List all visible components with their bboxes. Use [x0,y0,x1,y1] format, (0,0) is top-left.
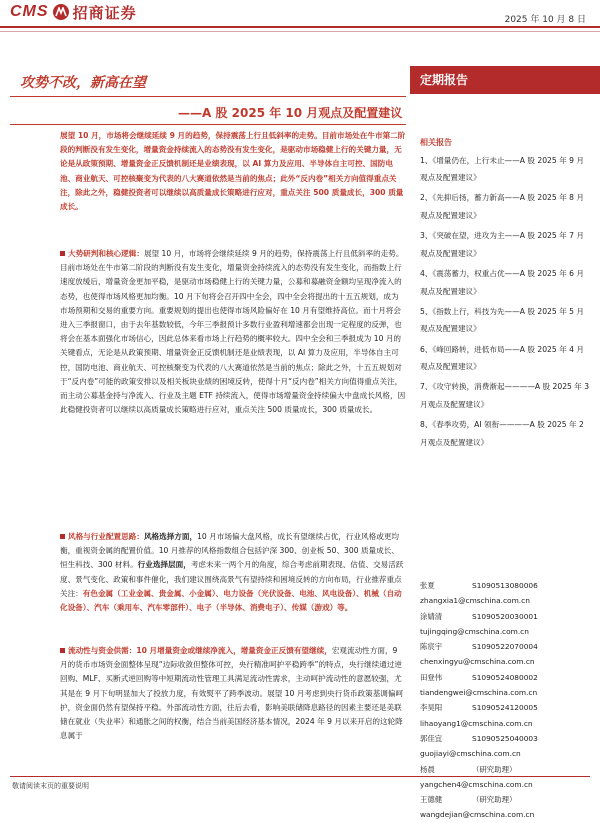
footer-note: 敬请阅读末页的重要说明 [12,782,89,790]
analyst-email[interactable]: lihaoyang1@cmschina.com.cn [420,718,533,728]
related-report-link[interactable]: 4、《震荡蓄力，权重占优——A 股 2025 年 6 月观点及配置建议》 [420,268,584,296]
report-subtitle: ——A 股 2025 年 10 月观点及配置建议 [178,106,403,120]
related-reports-heading: 相关报告 [420,138,452,147]
industry-list: 有色金属（工业金属、贵金属、小金属）、电力设备（光伏设备、电池、风电设备）、机械（自动化设备）、汽车（乘用车、汽车零部件）、电子（半导体、消费电子）、传媒（游戏）等。 [60,588,402,613]
analyst-row [420,609,590,624]
analyst-name: 张夏 [420,581,435,590]
section-liquidity [60,644,406,743]
analyst-name: 李昊阳 [420,703,443,713]
analyst-id: S1090524080002 [472,672,538,682]
analyst-name: 涂婧清 [420,611,443,621]
related-report-link[interactable]: 6、《峰回路转，进低布局——A 股 2025 年 4 月观点及配置建议》 [420,344,584,372]
section-style-industry [60,530,406,615]
related-report-link[interactable]: 1、《增量仍在，上行未止——A 股 2025 年 9 月观点及配置建议》 [420,155,584,183]
related-report-link[interactable]: 7、《攻守转换，消费渐起————A 股 2025 年 3 月观点及配置建议》 [420,382,590,409]
section-heading: 风格与行业配置思路： [68,532,144,541]
related-report-link[interactable]: 5、《指数上行，科技为先——A 股 2025 年 5 月观点及配置建议》 [420,306,584,334]
section-heading: 大势研判和核心逻辑： [68,249,144,258]
section-market-outlook [60,247,406,417]
analyst-email[interactable]: tiandengwei@cmschina.com.cn [420,688,538,698]
header-divider-thin [0,31,600,32]
section-heading: 流动性与资金供需： [68,646,137,655]
report-date: 2025 年 10 月 8 日 [504,15,586,25]
style-subheading: 风格选择方面， [143,532,198,541]
style-body: 10 月市场偏大盘风格，成长有望继续占优，行业风格或更均衡，重视资金属的配置价值。10 月推荐的风格指数组合包括沪深 300、创业板 50、300 质量成长、恒生科技、300 材料。 [60,532,400,570]
related-reports [420,134,590,454]
analyst-email[interactable]: zhangxia1@cmschina.com.cn [420,596,530,606]
bullet-icon [60,648,65,653]
analyst-name: 郭佳宜 [420,733,443,743]
analyst-email[interactable]: tujingqing@cmschina.com.cn [420,626,529,636]
analyst-id: S1090522070004 [472,642,538,652]
section-body: 宏观流动性方面，9 月的货币市场资金面整体呈现“边际收敛但整体可控，央行精准呵护平稳跨季”的特点，央行继续通过逆回购、MLF、买断式逆回购等中短期流动性管理工具满足流动性需求，主动呵护流动性的意愿较强，尤其是在 9 月下旬明显加大了投放力度，有效熨平了跨季波动。展望 10 月考虑到央行货币政策基调偏呵护，资金面仍然有望保持平稳。外部流动性方面，往后去看，影响美联储降息路径的因素主要还是美联储在就业（失业率）和通胀之间的权衡，结合当前美国经济基本情况，2024 年 9 月以来开启的这轮降息属于 [60,646,404,741]
analyst-id: S1090520030001 [472,611,538,621]
analyst-name: 田登伟 [420,672,443,682]
industry-subheading: 行业选择层面， [137,560,191,570]
report-title: 攻势不改，新高在望 [20,75,146,91]
logo-text-en: CMS [10,3,49,20]
bullet-icon [60,534,65,539]
subtitle-divider [10,124,406,125]
analyst-row [420,762,590,777]
related-report-link[interactable]: 3、《突破在望，进攻为主——A 股 2025 年 7 月观点及配置建议》 [420,231,584,258]
section-body: 展望 10 月，市场将会继续延续 9 月的趋势，保持震荡上行且低斜率的走势。目前市场处在牛市第二阶段的判断没有发生变化，增量资金持续流入的态势没有发生变化，而指数上行速度放缓后，增量资金更加平稳，是驱动市场稳健上行的关键力量，公募和募融资金额均呈现净流入的态势，也使得市场风格更加均衡。10 月下旬将会召开四中全会，四中全会将提出的十五五规划，成为市场预期和交易的重要方向。重要规划的提出也使得市场风险偏好在 10 月有望维持高位。而十月将会进入三季报窗口，由于去年基数较低，今年三季报预计多数行业盈利增速都会出现一定程度的反弹，也将会在基本面强化市场信心，因此总体来看市场上行趋势的概率较大。四中全会和三季报成为 10 月的关键看点，无论是从政策预期、增量资金正反馈机制还是业绩表现，以 AI 算力及应用，半导体自主可控，国防电池、商业航天、可控核聚变为代表的八大赛道依然是当前的焦点；除此之外，十五五规划对于“反内卷”可能的政策安排以及相关板块业绩的困境反转，使得十月“反内卷”相关方向值得重点关注，而主动公募基金持与净流入、行业及主题 ETF 持续流入，使得市场增量资金持续偏大中盘成长风格，因此稳健投资者可以继续以高质量成长策略进行应对，重点关注 500 质量成长，300 质量成长。 [60,249,406,415]
related-report-link[interactable]: 8、《春季攻势，AI 领衔————A 股 2025 年 2 月观点及配置建议》 [420,420,584,447]
analyst-id: S1090524120005 [472,703,538,713]
analyst-id: （研究助理） [472,795,517,805]
page-header [0,0,600,60]
analyst-email[interactable]: yangchen4@cmschina.com.cn [420,779,533,789]
liquidity-highlight: 10 月增量资金或继续净流入，增量资金正反馈有望继续， [136,646,332,655]
footer-divider [10,776,590,777]
analyst-email[interactable]: wangdejian@cmschina.com.cn [420,810,535,820]
analyst-name: 杨晨 [420,764,435,774]
analyst-email[interactable]: chenxingyu@cmschina.com.cn [420,657,535,667]
analyst-email[interactable]: guojiayi@cmschina.com.cn [420,749,521,759]
analyst-id: S1090513080006 [472,581,538,590]
analyst-row [420,578,590,593]
analyst-name: 王德健 [420,795,443,805]
logo-emblem-icon [53,4,69,20]
company-logo [10,2,137,22]
analyst-row [420,670,590,685]
header-divider [0,26,600,28]
analyst-name: 陈宸宇 [420,642,443,652]
analyst-id: S1090525040003 [472,733,538,743]
analyst-row [420,731,590,746]
related-report-link[interactable]: 2、《先抑后扬，蓄力新高——A 股 2025 年 8 月观点及配置建议》 [420,193,584,220]
logo-text-cn: 招商证券 [72,3,137,22]
bullet-icon [60,251,65,256]
analyst-row [420,700,590,715]
title-divider [10,96,406,97]
abstract-summary: 展望 10 月，市场将会继续延续 9 月的趋势，保持震荡上行且低斜率的走势。目前市场处在牛市第二阶段的判断没有发生变化，增量资金持续流入的态势没有发生变化，是驱动市场稳健上行的关键力量，无论是从政策预期、增量资金正反馈机制还是业绩表现，以 AI 算力及应用、半导体自主可控、国防电池、商业航天、可控核聚变为代表的八大赛道依然是当前的焦点；此外“反内卷”相关方向值得重点关注，除此之外，稳健投资者可以继续以高质量成长策略进行应对，重点关注 500 质量成长，300 质量成长。 [60,131,406,212]
analyst-row [420,639,590,654]
industry-body: 考虑未来一两个月的角度，综合考虑前期表现、估值、交易活跃度、景气变化、政策和事件催化，我们建议围绕高景气有望持续和困境反转的方向布局，行业推荐重点关注： [60,560,404,598]
report-type-tag: 定期报告 [410,66,600,94]
analyst-list [420,578,590,823]
analyst-id: （研究助理） [472,764,517,774]
